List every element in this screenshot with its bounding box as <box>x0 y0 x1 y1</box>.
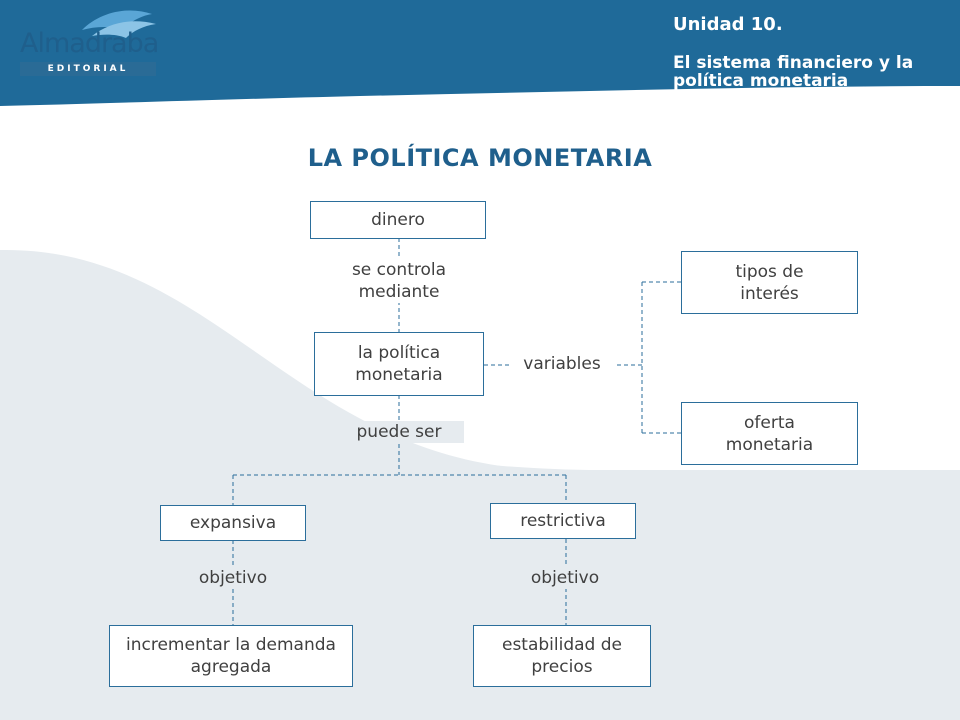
node-restrictiva <box>490 503 636 539</box>
label-se-controla: se controla mediante <box>318 259 480 303</box>
node-expansiva-label: expansiva <box>189 513 277 533</box>
label-objetivo-left: objetivo <box>180 567 286 589</box>
node-incrementar-demanda <box>109 625 353 687</box>
node-dinero <box>310 201 486 239</box>
label-puede-ser: puede ser <box>334 421 464 443</box>
node-oferta-monetaria <box>681 402 858 465</box>
node-politica-monetaria <box>314 332 484 396</box>
node-restrictiva-label: restrictiva <box>520 511 606 531</box>
node-tipos-de-interes <box>681 251 858 314</box>
node-dinero-label: dinero <box>371 210 425 230</box>
unit-title: Unidad 10. <box>673 14 783 35</box>
node-incrementar-label: incrementar la demanda agregada <box>126 635 336 677</box>
node-tipos-label: tipos de interés <box>735 261 804 304</box>
page-title: LA POLÍTICA MONETARIA <box>307 144 653 172</box>
node-expansiva <box>160 505 306 541</box>
label-variables: variables <box>510 353 614 375</box>
label-objetivo-right: objetivo <box>512 567 618 589</box>
logo-wordmark: Almadraba <box>20 28 159 59</box>
node-estabilidad-label: estabilidad de precios <box>501 635 622 677</box>
node-oferta-label: oferta monetaria <box>725 412 814 455</box>
node-politica-label: la política monetaria <box>355 343 443 385</box>
unit-subtitle: El sistema financiero y la política monetaria <box>673 53 914 91</box>
logo-subtitle: EDITORIAL <box>47 64 129 74</box>
node-estabilidad-precios <box>473 625 651 687</box>
logo <box>14 6 164 76</box>
